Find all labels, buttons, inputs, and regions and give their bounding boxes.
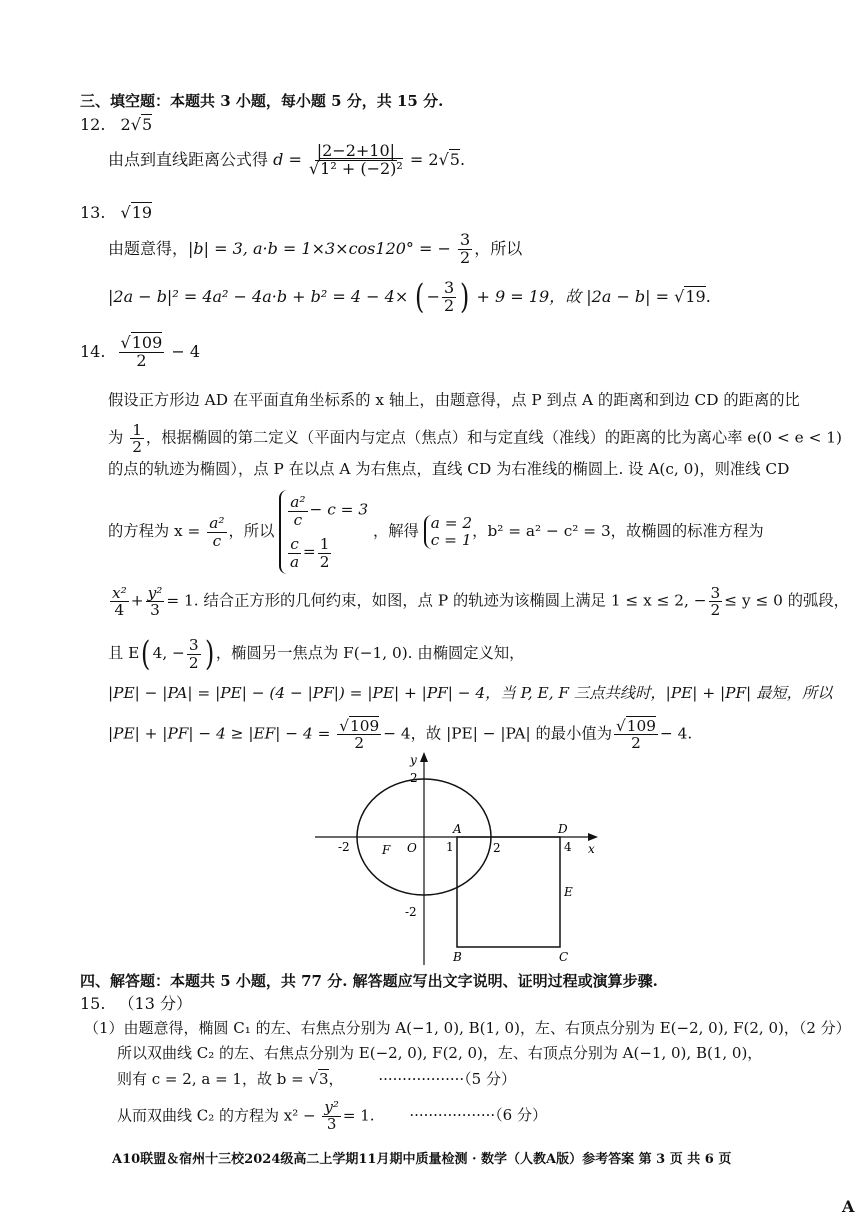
q14-p5-f-den: 2 — [710, 601, 721, 620]
q13-answer-radicand: 19 — [131, 203, 153, 222]
q14-equation-system — [279, 490, 368, 574]
q15-l3-score-dots: ··················（5 分） — [378, 1070, 516, 1088]
point-E-label: E — [564, 885, 573, 899]
q13-line1-suffix: ，所以 — [474, 238, 523, 258]
q12-number: 12. — [80, 115, 106, 134]
x-axis-arrow — [588, 833, 598, 841]
q15-line-3: 则有 c = 2, a = 1，故 b = √3， ··················（5 分） — [117, 1070, 516, 1088]
q15-l3-prefix: 则有 c = 2, a = 1，故 b = — [117, 1070, 304, 1088]
y-tick-minus-2: -2 — [405, 905, 417, 919]
q14-sys2-den: a — [290, 552, 300, 571]
q15-l3-suffix: ， — [328, 1070, 344, 1088]
q14-paragraph-1: 假设正方形边 AD 在平面直角坐标系的 x 轴上，由题意得，点 P 到点 A 的距离和到边 CD 的距离的比 — [108, 391, 800, 409]
q14-p5-suffix: ≤ y ≤ 0 的弧段， — [724, 591, 849, 610]
point-A-label: A — [453, 822, 462, 836]
q15-l4-score-dots: ··················（6 分） — [409, 1106, 547, 1125]
q15-l4-prefix: 从而双曲线 C₂ 的方程为 x² − — [117, 1106, 316, 1125]
q13-number: 13. — [80, 203, 106, 222]
q14-p6-f-num: 3 — [188, 636, 199, 655]
q14-p5-x-den: 4 — [114, 601, 125, 620]
q13-line2-part-b: + 9 = 19，故 |2a − b| = — [476, 286, 670, 306]
q14-paragraph-5 — [108, 585, 849, 618]
q14-solution-system — [424, 515, 472, 549]
q14-p6-inner: 4, − — [152, 644, 185, 662]
q12-numerator: |2−2+10| — [316, 141, 396, 160]
q14-sys2-rden: 2 — [319, 552, 330, 571]
section-3-heading: 三、填空题：本题共 3 小题，每小题 5 分，共 15 分. — [80, 92, 444, 110]
y-axis-label: y — [410, 753, 417, 767]
q13-line2-end: . — [705, 286, 711, 306]
q15-l4-den: 3 — [326, 1114, 337, 1133]
q14-sys1-num: a² — [290, 493, 306, 512]
q15-line-4 — [117, 1100, 547, 1133]
point-C-label: C — [559, 950, 569, 964]
point-B-label: B — [453, 950, 462, 964]
q14-p4-num: a² — [209, 514, 225, 533]
q14-number: 14. — [80, 341, 106, 361]
q14-p2-num: 1 — [132, 421, 142, 439]
q14-paragraph-7: |PE| − |PA| = |PE| − (4 − |PF|) = |PE| + |PF| − 4，当 P, E, F 三点共线时，|PE| + |PF| 最短，所以 — [108, 684, 833, 702]
q13-line2-part-a: |2a − b|² = 4a² − 4a·b + b² = 4 − 4× — [108, 286, 409, 306]
q12-explanation: 由点到直线距离公式得 d = $\frac{|2-2+10|}{\text{√1² + (−2)²}}$ = 2√5. — [108, 141, 466, 178]
q14-p5-y-num: y² — [147, 584, 163, 602]
point-D-label: D — [558, 822, 568, 836]
q14-p6-prefix: 且 E — [108, 644, 140, 662]
q14-p2-fraction — [130, 422, 144, 455]
q14-p8-den-2: 2 — [631, 734, 641, 753]
ellipse-square-figure — [300, 750, 610, 972]
q14-sys2-rnum: 1 — [319, 535, 330, 554]
q14-answer-radicand: 109 — [131, 333, 163, 352]
q14-paragraph-6: 且 E( 4, − $\frac{3}{2}$ ) ，椭圆另一焦点为 F(−1, 0). 由椭圆定义知， — [108, 634, 525, 674]
q14-p4-suffix: ，b² = a² − c² = 3，故椭圆的标准方程为 — [472, 522, 764, 540]
origin-label: O — [407, 841, 417, 855]
q14-p5-y-den: 3 — [150, 601, 160, 620]
q13-line1-math: |b| = 3, a·b = 1×3×cos120° = − — [188, 238, 451, 258]
q12-distance-fraction: $\frac{|2-2+10|}{\text{√1² + (−2)²}}$ — [308, 141, 403, 178]
q14-p8-den: 2 — [354, 734, 365, 753]
q15-line-1: （1）由题意得，椭圆 C₁ 的左、右焦点分别为 A(−1, 0), B(1, 0)，左、右顶点分别为 E(−2, 0), F(2, 0)，（2 分） — [84, 1019, 851, 1037]
q12-explain-text: 由点到直线距离公式得 — [108, 149, 269, 169]
q15-score: （13 分） — [118, 994, 192, 1013]
q14-p8-radicand-2: 109 — [626, 717, 656, 735]
q13-frac-den: 2 — [460, 247, 471, 267]
q14-answer-den: 2 — [136, 350, 147, 370]
y-axis-arrow — [420, 752, 428, 762]
x-axis-label: x — [588, 842, 595, 856]
q14-p4-fraction — [207, 515, 226, 548]
q13-answer-line: 13. √19 — [80, 203, 153, 222]
q14-paragraph-8: |PE| + |PF| − 4 ≥ |EF| − 4 = $\frac{√109}{2}$ − 4，故 |PE| − |PA| 的最小值为 $\frac{√109}{2}$ − 4. — [108, 717, 693, 753]
q14-p5-x-num: x² — [112, 584, 127, 602]
q14-answer-fraction: $\frac{√109}{2}$ — [120, 333, 163, 370]
q14-paragraph-2 — [108, 422, 842, 455]
x-tick-4: 4 — [564, 840, 572, 854]
q14-p6-f-den: 2 — [188, 653, 199, 672]
q14-sys1-tail: − c = 3 — [309, 501, 369, 519]
q14-paragraph-3: 的点的轨迹为椭圆），点 P 在以点 A 为右焦点，直线 CD 为右准线的椭圆上. 设 A(c, 0)，则准线 CD — [108, 460, 790, 478]
x-tick-1: 1 — [446, 840, 454, 854]
square-ABCD — [457, 837, 560, 947]
q14-p4-den: c — [212, 531, 222, 550]
q14-p8-prefix: |PE| + |PF| − 4 ≥ |EF| − 4 = — [108, 724, 331, 743]
q14-p4-mid: ，所以 — [228, 522, 275, 540]
q14-p5-plus: + — [130, 591, 144, 610]
q12-equals: = — [288, 149, 302, 169]
q15-line-2: 所以双曲线 C₂ 的左、右焦点分别为 E(−2, 0), F(2, 0)，左、右顶点分别为 A(−1, 0), B(1, 0)， — [117, 1044, 763, 1062]
q12-result-radicand: 5 — [449, 149, 460, 169]
q13-fraction — [458, 232, 472, 267]
q14-p2-prefix: 为 — [108, 428, 124, 447]
q14-p2-den: 2 — [132, 438, 142, 457]
q14-sys2-eq: = — [302, 543, 316, 561]
q15-header — [80, 994, 192, 1013]
q14-p4-prefix: 的方程为 x = — [108, 522, 201, 540]
page-footer: A10联盟＆宿州十三校2024级高二上学期11月期中质量检测 · 数学（人教A版）参考答案 第 3 页 共 6 页 — [112, 1152, 732, 1167]
x-tick-2: 2 — [493, 841, 501, 855]
q15-l4-num: y² — [324, 1098, 339, 1116]
q13-line-1 — [108, 232, 522, 267]
y-tick-2: 2 — [410, 771, 418, 785]
q14-p8-end: − 4. — [659, 724, 693, 743]
q12-answer-coef: 2 — [120, 115, 131, 134]
q12-denominator: 1² + (−2)² — [320, 158, 403, 178]
q14-p8-radicand: 109 — [350, 717, 380, 735]
q14-answer-line — [80, 335, 200, 370]
q14-paragraph-4 — [108, 490, 764, 574]
q13-line2-frac-den: 2 — [444, 295, 455, 315]
q15-l4-suffix: = 1. — [342, 1106, 375, 1125]
corner-mark: A — [842, 1197, 855, 1216]
q13-line-2: |2a − b|² = 4a² − 4a·b + b² = 4 − 4× ( − $\frac{3}{2}$ ) + 9 = 19，故 |2a − b| = √19. — [108, 277, 711, 318]
section-4-heading: 四、解答题：本题共 5 小题，共 77 分. 解答题应写出文字说明、证明过程或演算步骤. — [80, 972, 658, 990]
q14-p4-solve: ，解得 — [372, 522, 419, 540]
q14-p5-mid: = 1. 结合正方形的几何约束，如图，点 P 的轨迹为该椭圆上满足 1 ≤ x ≤ 2, − — [166, 591, 707, 610]
q14-sys2-num: c — [290, 535, 299, 554]
q12-d-variable: d — [273, 149, 284, 169]
q12-answer-line: 12. 2√5 — [80, 115, 153, 134]
q14-p8-mid: − 4，故 |PE| − |PA| 的最小值为 — [383, 724, 612, 743]
q14-sol-a: a = 2 — [430, 514, 473, 533]
q14-p5-f-num: 3 — [710, 584, 721, 602]
q14-answer-tail: − 4 — [171, 341, 201, 361]
q14-sys1-den: c — [293, 510, 303, 529]
q15-number: 15. — [80, 994, 106, 1013]
q13-line2-frac-num: 3 — [444, 278, 455, 297]
q13-line2-fraction — [442, 280, 456, 315]
q13-frac-num: 3 — [460, 230, 471, 249]
q12-result-coef: = 2 — [409, 149, 439, 169]
q12-answer-radicand: 5 — [141, 115, 153, 134]
q13-line2-radicand: 19 — [685, 286, 706, 306]
x-tick-minus-2: -2 — [338, 840, 350, 854]
focus-F-label: F — [382, 843, 391, 857]
q14-p2-suffix: ，根据椭圆的第二定义（平面内与定点（焦点）和与定直线（准线）的距离的比为离心率 e(0 < e < 1) — [145, 428, 842, 447]
q14-sol-c: c = 1 — [430, 531, 472, 549]
q15-l3-radicand: 3 — [319, 1070, 329, 1088]
q12-period: . — [459, 149, 466, 169]
q13-line1-prefix: 由题意得， — [108, 238, 189, 258]
q14-p6-suffix: ，椭圆另一焦点为 F(−1, 0). 由椭圆定义知， — [215, 644, 525, 662]
